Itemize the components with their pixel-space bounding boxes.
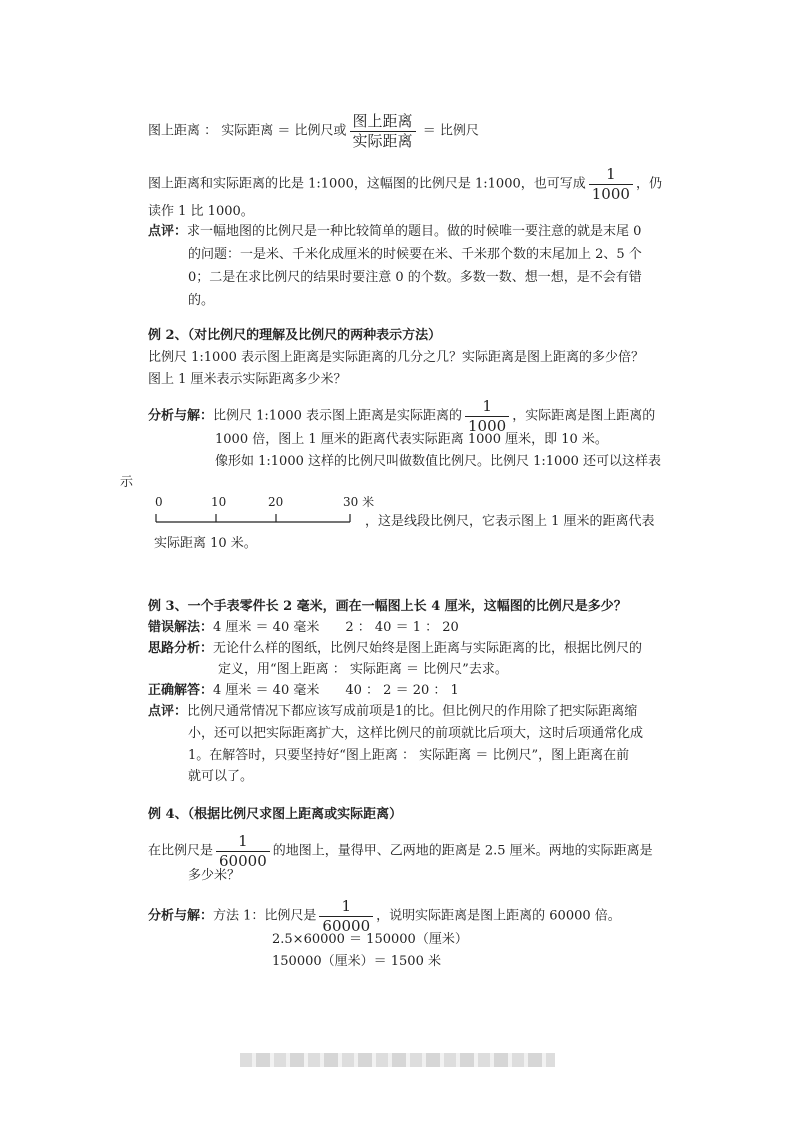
para1-frac-den: 1000: [589, 184, 633, 203]
ruler-after: ，这是线段比例尺，它表示图上 1 厘米的距离代表: [365, 514, 655, 529]
ruler-label-10: 10: [211, 495, 227, 509]
example3-comment-line3: 1。在解答时，只要坚持好“图上距离 ： 实际距离 ＝ 比例尺”，图上距离在前: [188, 748, 630, 763]
example4-q-before: 在比例尺是: [148, 843, 214, 859]
ruler-label-30: 30 米: [343, 495, 375, 509]
example4-method-frac-num: 1: [341, 897, 352, 915]
formula-frac-den: 实际距离: [350, 131, 416, 150]
example3-title: 例 3、一个手表零件长 2 毫米，画在一幅图上长 4 厘米，这幅图的比例尺是多少？: [148, 599, 627, 614]
comment1-line4: 的。: [188, 293, 215, 308]
example3-think-line1: [148, 639, 642, 659]
example4-q-line2: 多少米？: [188, 868, 241, 883]
example2-analysis-label: 分析与解：: [148, 408, 214, 424]
formula-right: ＝ 比例尺: [422, 123, 479, 139]
comment1-line1: [148, 222, 641, 242]
comment1-line2: 的问题：一是米、千米化成厘米的时候要在米、千米那个数的末尾加上 2、5 个: [188, 247, 642, 262]
ruler-label-0: 0: [155, 495, 163, 509]
line-segment-scale: [154, 512, 354, 528]
para1-line2: 读作 1 比 1000。: [148, 204, 254, 219]
example2-analysis-after: ，实际距离是图上距离的: [512, 408, 656, 424]
ruler-label-20: 20: [268, 495, 284, 509]
example2-analysis-line2: 1000 倍，图上 1 厘米的距离代表实际距离 1000 厘米，即 10 米。: [215, 432, 608, 447]
example2-analysis-line3: 像形如 1:1000 这样的比例尺叫做数值比例尺。比例尺 1:1000 还可以这样表: [215, 454, 661, 469]
example4-q-line1: [148, 833, 653, 869]
example4-fraction: [216, 833, 270, 869]
example2-frac-den: 1000: [465, 416, 509, 435]
comment1-label: 点评：: [148, 224, 188, 239]
para1-text: 图上距离和实际距离的比是 1:1000，这幅图的比例尺是 1:1000，也可写成: [148, 176, 586, 192]
formula-line: [148, 113, 479, 149]
example2-q1: 比例尺 1:1000 表示图上距离是实际距离的几分之几？实际距离是图上距离的多少倍？: [148, 350, 645, 365]
example4-method-before: 方法 1：比例尺是: [213, 908, 317, 924]
example4-calc1: 2.5×60000 ＝ 150000（厘米）: [272, 932, 468, 947]
comment1-line3: 0；二是在求比例尺的结果时要注意 0 的个数。多数一数、想一想，是不会有错: [188, 270, 642, 285]
para1-after: ，仍: [635, 176, 662, 192]
example4-method-frac-den: 60000: [319, 916, 373, 935]
example3-comment-text: 比例尺通常情况下都应该写成前项是1的比。但比例尺的作用除了把实际距离缩: [187, 704, 638, 719]
example4-q-after: 的地图上，量得甲、乙两地的距离是 2.5 厘米。两地的实际距离是: [272, 843, 653, 859]
example2-fraction: [465, 398, 509, 434]
example3-right: [148, 681, 459, 701]
example2-frac-num: 1: [482, 397, 492, 415]
para1-fraction: [589, 166, 633, 202]
example4-method-fraction: [319, 898, 373, 934]
example3-think-label: 思路分析：: [148, 641, 214, 656]
example3-wrong-text: 4 厘米 ＝ 40 毫米 2 ： 40 ＝ 1 ： 20: [213, 620, 459, 635]
example3-right-text: 4 厘米 ＝ 40 毫米 40 ： 2 ＝ 20 ： 1: [213, 683, 459, 698]
formula-fraction: [350, 113, 416, 149]
para1-frac-num: 1: [606, 165, 616, 183]
example2-analysis-text: 比例尺 1:1000 表示图上距离是实际距离的: [213, 408, 463, 424]
example3-think-text: 无论什么样的图纸，比例尺始终是图上距离与实际距离的比，根据比例尺的: [213, 641, 643, 656]
example2-q2: 图上 1 厘米表示实际距离多少米？: [148, 372, 347, 387]
example3-comment-line4: 就可以了。: [188, 769, 254, 784]
example2-analysis-line1: [148, 398, 655, 434]
example4-analysis-line1: [148, 898, 621, 934]
example4-title: 例 4、（根据比例尺求图上距离或实际距离）: [148, 807, 403, 822]
example2-analysis-line4: 示: [120, 475, 134, 490]
example4-frac-num: 1: [238, 832, 248, 850]
ruler-line2: 实际距离 10 米。: [154, 536, 257, 551]
example3-comment-label: 点评：: [148, 704, 188, 719]
example3-comment-line2: 小，还可以把实际距离扩大，这样比例尺的前项就比后项大，这时后项通常化成: [188, 726, 644, 741]
example3-wrong: [148, 618, 459, 638]
para1-line1: [148, 166, 662, 202]
formula-frac-num: 图上距离: [352, 112, 413, 130]
example3-right-label: 正确解答：: [148, 683, 214, 698]
comment1-text: 求一幅地图的比例尺是一种比较简单的题目。做的时候唯一要注意的就是末尾 0: [187, 224, 642, 239]
example4-calc2: 150000（厘米）＝ 1500 米: [272, 954, 441, 969]
formula-left: 图上距离 ： 实际距离 ＝ 比例尺或: [148, 123, 347, 139]
example3-think-line2: 定义，用“图上距离 ： 实际距离 ＝ 比例尺”去求。: [218, 662, 508, 677]
example4-analysis-label: 分析与解：: [148, 908, 214, 924]
example3-wrong-label: 错误解法：: [148, 620, 214, 635]
example4-method-after: ，说明实际距离是图上距离的 60000 倍。: [376, 908, 621, 924]
example3-comment-line1: [148, 702, 637, 722]
example4-frac-den: 60000: [216, 851, 270, 870]
footer-watermark: [240, 1053, 555, 1067]
example2-title: 例 2、（对比例尺的理解及比例尺的两种表示方法）: [148, 328, 442, 343]
